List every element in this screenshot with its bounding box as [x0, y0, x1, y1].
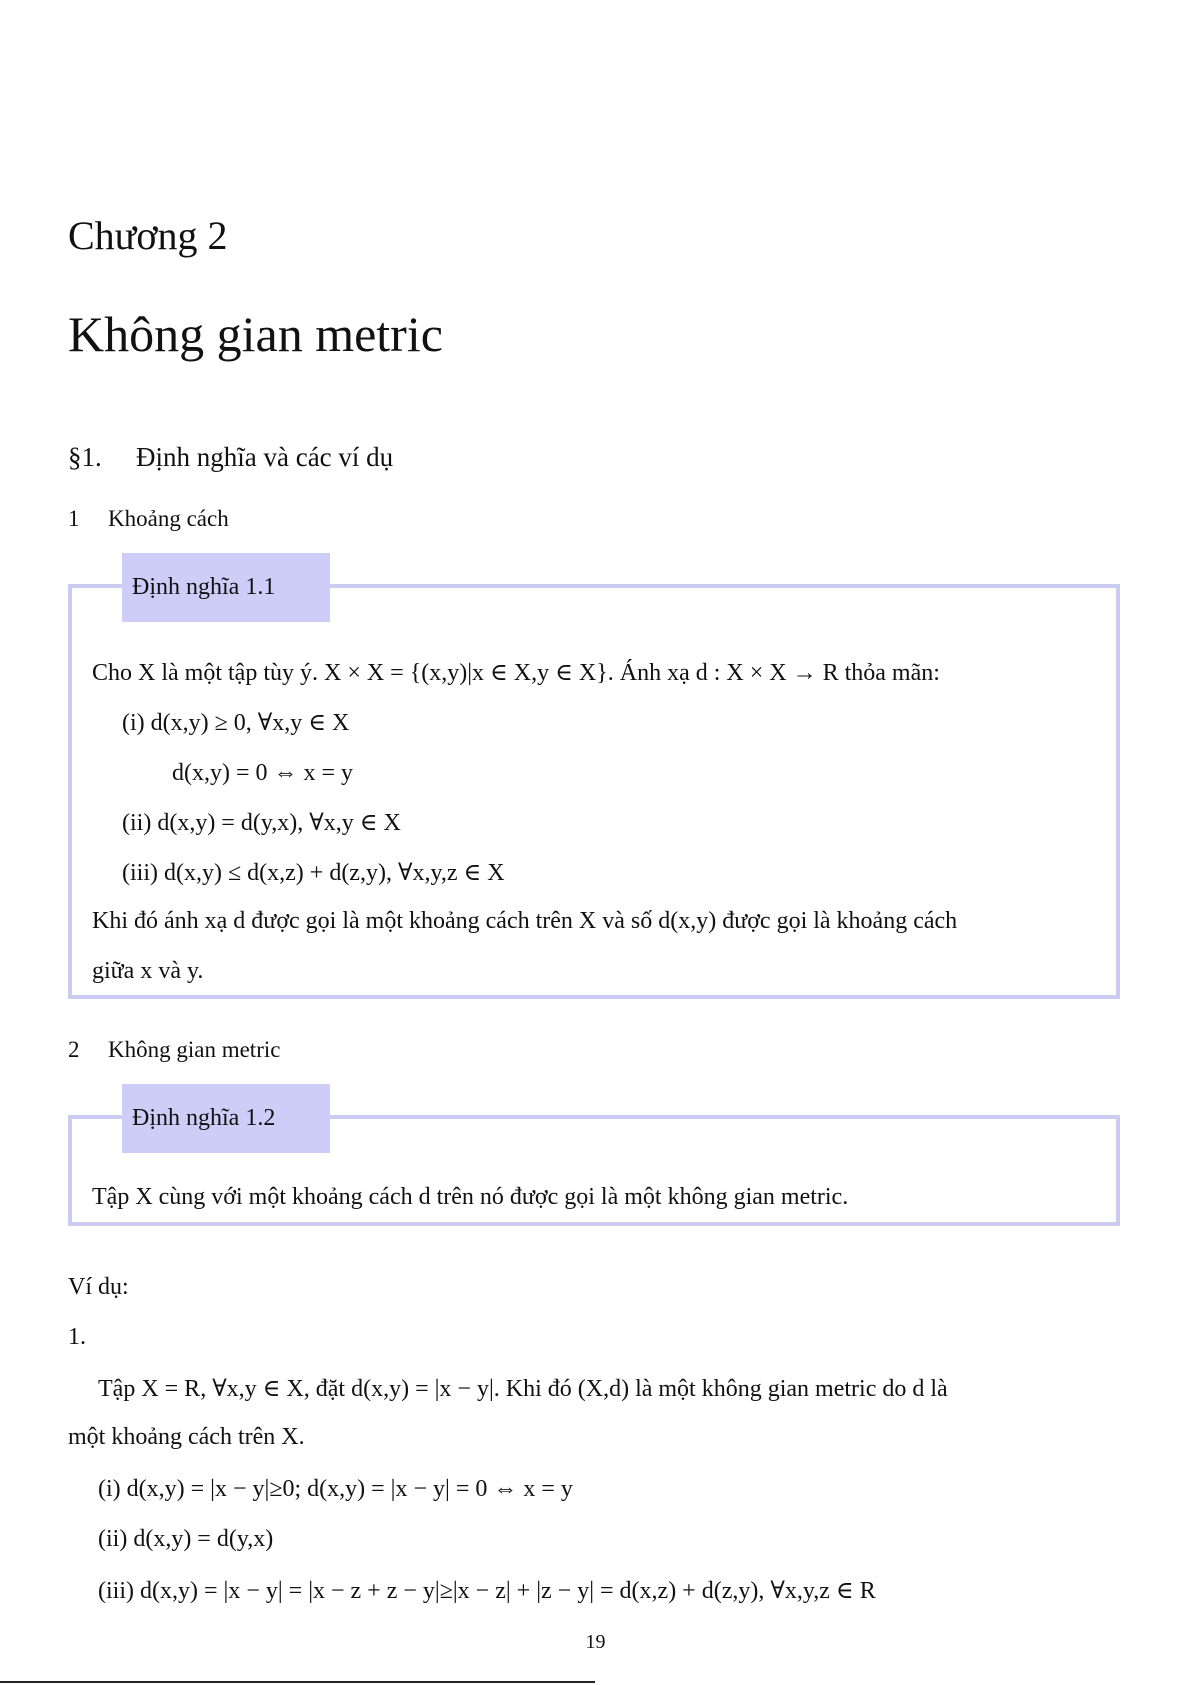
- example-number: 1.: [68, 1324, 86, 1350]
- definition-label: Định nghĩa 1.2: [122, 1084, 330, 1153]
- definition-condition: (ii) d(x,y) = d(y,x), ∀x,y ∈ X: [122, 810, 401, 836]
- definition-text: Khi đó ánh xạ d được gọi là một khoảng cách trên X và số d(x,y) được gọi là khoảng cách: [92, 908, 958, 934]
- example-text: một khoảng cách trên X.: [68, 1424, 305, 1450]
- chapter-heading: Chương 2: [68, 213, 228, 258]
- definition-condition: (i) d(x,y) ≥ 0, ∀x,y ∈ X: [122, 710, 350, 736]
- example-step: (ii) d(x,y) = d(y,x): [98, 1526, 274, 1552]
- subsection-number: 2: [68, 1037, 80, 1062]
- subsection-number: 1: [68, 506, 80, 531]
- example-step: (iii) d(x,y) = |x − y| = |x − z + z − y|≥|x − z| + |z − y| = d(x,z) + d(z,y), ∀x,y,z ∈ R: [98, 1578, 876, 1604]
- subsection-heading: [68, 506, 229, 532]
- definition-box: [68, 584, 1120, 999]
- section-title: Định nghĩa và các ví dụ: [136, 442, 394, 472]
- definition-condition: d(x,y) = 0 ⇔ x = y: [172, 760, 354, 786]
- definition-text: Cho X là một tập tùy ý. X × X = {(x,y)|x ∈ X,y ∈ X}. Ánh xạ d : X × X → R thỏa mãn:: [92, 660, 940, 686]
- definition-label: Định nghĩa 1.1: [122, 553, 330, 622]
- subsection-title: Khoảng cách: [108, 506, 229, 531]
- chapter-title: Không gian metric: [68, 306, 443, 362]
- definition-text: giữa x và y.: [92, 958, 204, 984]
- page-number: 19: [585, 1631, 606, 1653]
- definition-text: Tập X cùng với một khoảng cách d trên nó được gọi là một không gian metric.: [92, 1184, 849, 1210]
- section-heading: [68, 442, 393, 473]
- example-text: Tập X = R, ∀x,y ∈ X, đặt d(x,y) = |x − y|. Khi đó (X,d) là một không gian metric do d là: [98, 1376, 948, 1402]
- bottom-divider: [0, 1681, 595, 1683]
- subsection-heading: [68, 1037, 280, 1063]
- section-number: §1.: [68, 442, 102, 472]
- example-step: (i) d(x,y) = |x − y|≥0; d(x,y) = |x − y| = 0 ⇔ x = y: [98, 1476, 573, 1502]
- example-heading: Ví dụ:: [68, 1274, 129, 1300]
- subsection-title: Không gian metric: [108, 1037, 281, 1062]
- definition-condition: (iii) d(x,y) ≤ d(x,z) + d(z,y), ∀x,y,z ∈ X: [122, 860, 505, 886]
